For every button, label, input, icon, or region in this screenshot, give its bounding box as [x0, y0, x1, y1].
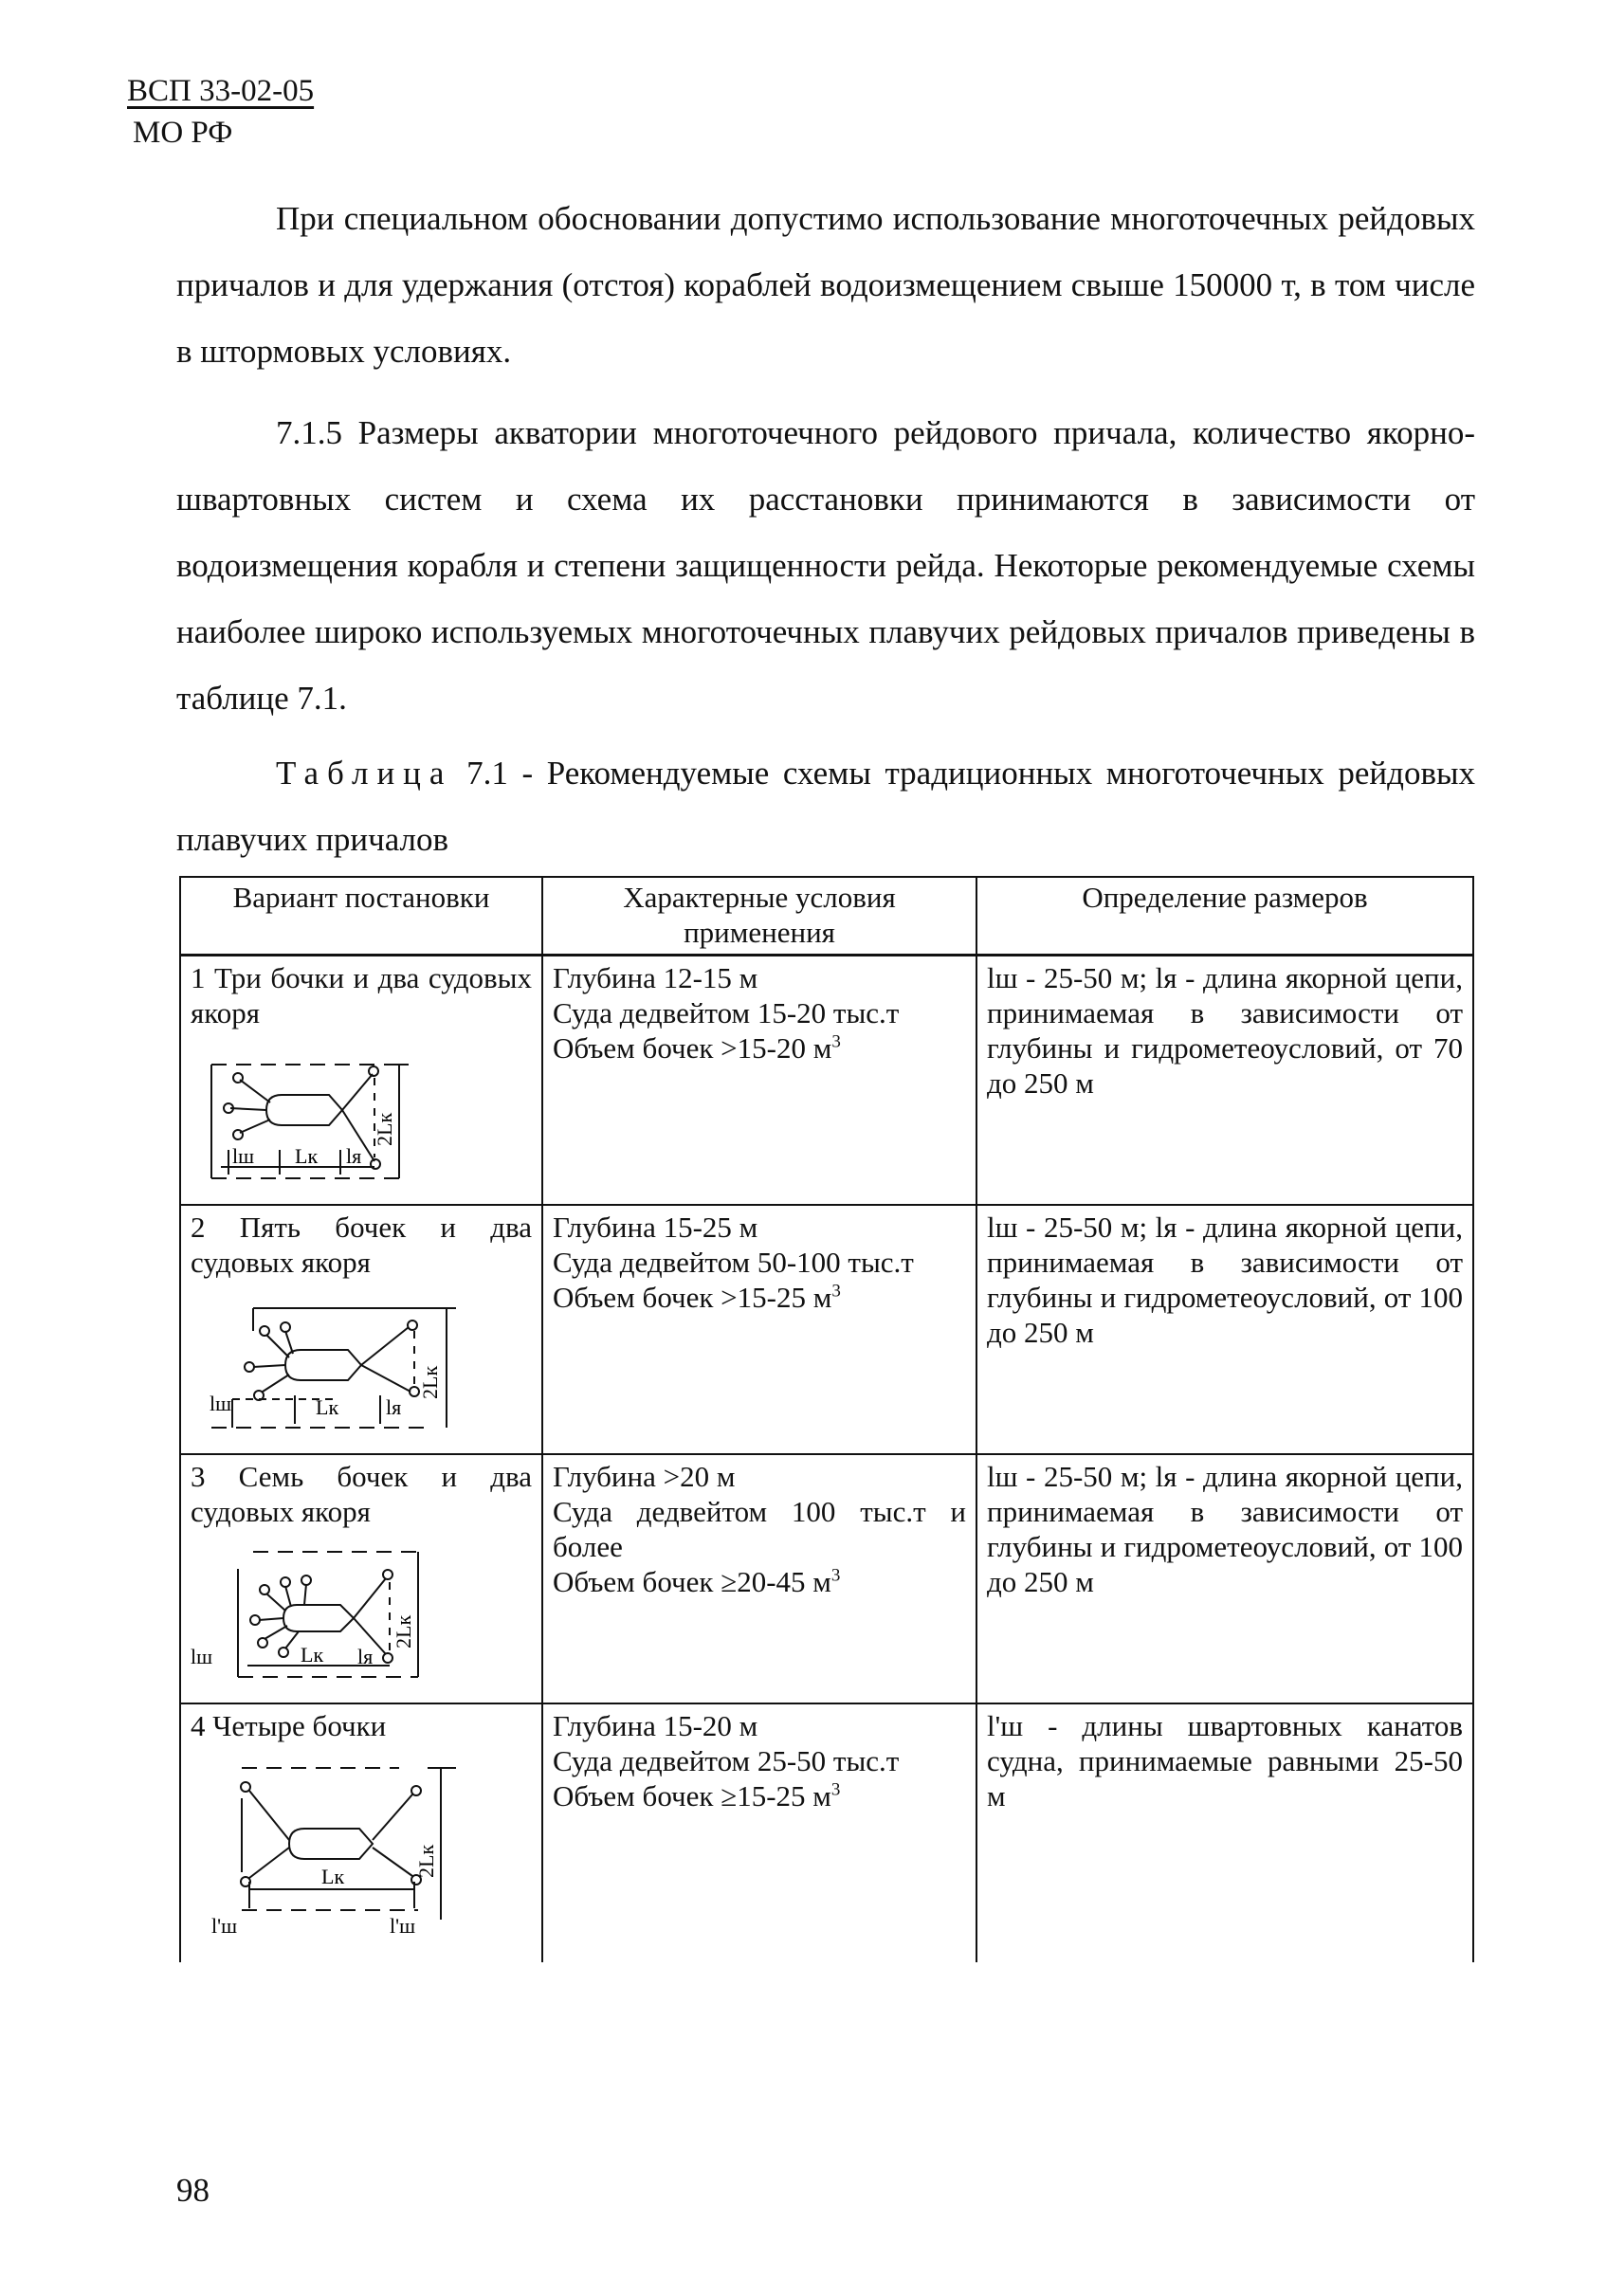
lya-label: lя: [386, 1395, 402, 1419]
table-caption-text: 7.1 - Рекомендуемые схемы традиционных многоточечных рейдовых плавучих причалов: [176, 755, 1475, 858]
buoy-volume: Объем бочек >15-20 $м^3$: [553, 1031, 841, 1065]
table-header-row: [180, 877, 1473, 956]
conditions-cell: [542, 956, 976, 1206]
two-lk-label: 2Lк: [414, 1844, 438, 1878]
lsh-label: lш: [191, 1645, 213, 1668]
paragraph-7-1-5: [176, 400, 1475, 732]
conditions-cell: [542, 1205, 976, 1454]
table-row: [180, 1454, 1473, 1703]
deadweight: Суда дедвейтом 50-100 тыс.т: [553, 1246, 914, 1279]
document-header: [127, 70, 314, 154]
header-sizes: Определение размеров: [976, 877, 1473, 956]
lsh-label: lш: [210, 1392, 232, 1415]
two-lk-label: 2Lк: [392, 1614, 415, 1648]
mooring-schemes-table: [179, 876, 1474, 1962]
page-number: 98: [176, 2172, 210, 2209]
organization: МО РФ: [133, 116, 233, 150]
depth: Глубина 15-25 м: [553, 1211, 758, 1244]
buoy-volume: Объем бочек >15-25 $м^3$: [553, 1281, 841, 1314]
table-row: [180, 1205, 1473, 1454]
lsh-left-label: l'ш: [211, 1914, 238, 1938]
deadweight: Суда дедвейтом 15-20 тыс.т: [553, 996, 900, 1029]
depth: Глубина >20 м: [553, 1460, 736, 1493]
header-variant: Вариант постановки: [180, 877, 542, 956]
size-cell: l'ш - длины швартовных канатов судна, принимаемые равными 25-50 м: [976, 1703, 1473, 1962]
lk-label: Lк: [301, 1643, 324, 1667]
lya-label: lя: [346, 1144, 362, 1168]
buoy-volume: Объем бочек ≥20-45 $м^3$: [553, 1565, 841, 1598]
size-cell: lш - 25-50 м; lя - длина якорной цепи, принимаемая в зависимости от глубины и гидрометеоусловий, от 100 до 250 м: [976, 1205, 1473, 1454]
buoy-volume: Объем бочек ≥15-25 $м^3$: [553, 1779, 841, 1812]
variant-label: 4 Четыре бочки: [191, 1709, 387, 1742]
lsh-right-label: l'ш: [390, 1914, 416, 1938]
variant-cell: [180, 1205, 542, 1454]
table-caption: [176, 740, 1475, 873]
lk-label: Lк: [321, 1865, 345, 1888]
header-conditions: Характерные условия применения: [542, 877, 976, 956]
size-cell: lш - 25-50 м; lя - длина якорной цепи, принимаемая в зависимости от глубины и гидрометеоусловий, от 70 до 250 м: [976, 956, 1473, 1206]
deadweight: Суда дедвейтом 25-50 тыс.т: [553, 1744, 900, 1777]
standard-code: ВСП 33-02-05: [127, 74, 315, 108]
scheme-5-buoys-diagram: [191, 1285, 475, 1437]
table-row: [180, 956, 1473, 1206]
lk-label: Lк: [316, 1395, 339, 1419]
table-caption-label: Таблица: [276, 755, 453, 792]
scheme-4-buoys-diagram: [191, 1749, 475, 1939]
deadweight: Суда дедвейтом 100 тыс.т и более: [553, 1495, 966, 1563]
paragraph-special-justification: [176, 186, 1475, 385]
size-cell: lш - 25-50 м; lя - длина якорной цепи, принимаемая в зависимости от глубины и гидрометеоусловий, от 100 до 250 м: [976, 1454, 1473, 1703]
depth: Глубина 15-20 м: [553, 1709, 758, 1742]
two-lk-label: 2Lк: [418, 1365, 442, 1399]
lk-label: Lк: [295, 1144, 319, 1168]
variant-cell: [180, 1454, 542, 1703]
variant-cell: [180, 1703, 542, 1962]
variant-label: 1 Три бочки и два судовых якоря: [191, 961, 532, 1029]
variant-label: 2 Пять бочек и два судовых якоря: [191, 1211, 532, 1279]
table-row: [180, 1703, 1473, 1962]
conditions-cell: [542, 1454, 976, 1703]
two-lk-label: 2Lк: [373, 1112, 396, 1146]
lya-label: lя: [357, 1645, 374, 1668]
lsh-label: lш: [232, 1144, 255, 1168]
paragraph-text: 7.1.5 Размеры акватории многоточечного рейдового причала, количество якорно-швартовных систем и схема их расстановки принимаются в зависимости от водоизмещения корабля и степени защищенности рейда. Некоторые рекомендуемые схемы наиболее широко используемых многоточечных плавучих рейдовых причалов приведены в таблице 7.1.: [176, 414, 1475, 717]
variant-label: 3 Семь бочек и два судовых якоря: [191, 1460, 532, 1528]
conditions-cell: [542, 1703, 976, 1962]
paragraph-text: При специальном обосновании допустимо использование многоточечных рейдовых причалов и для удержания (отстоя) кораблей водоизмещением свыше 150000 т, в том числе в штормовых условиях.: [176, 200, 1475, 370]
scheme-7-buoys-diagram: [191, 1535, 475, 1686]
scheme-3-buoys-diagram: [191, 1036, 475, 1188]
variant-cell: [180, 956, 542, 1206]
depth: Глубина 12-15 м: [553, 961, 758, 994]
